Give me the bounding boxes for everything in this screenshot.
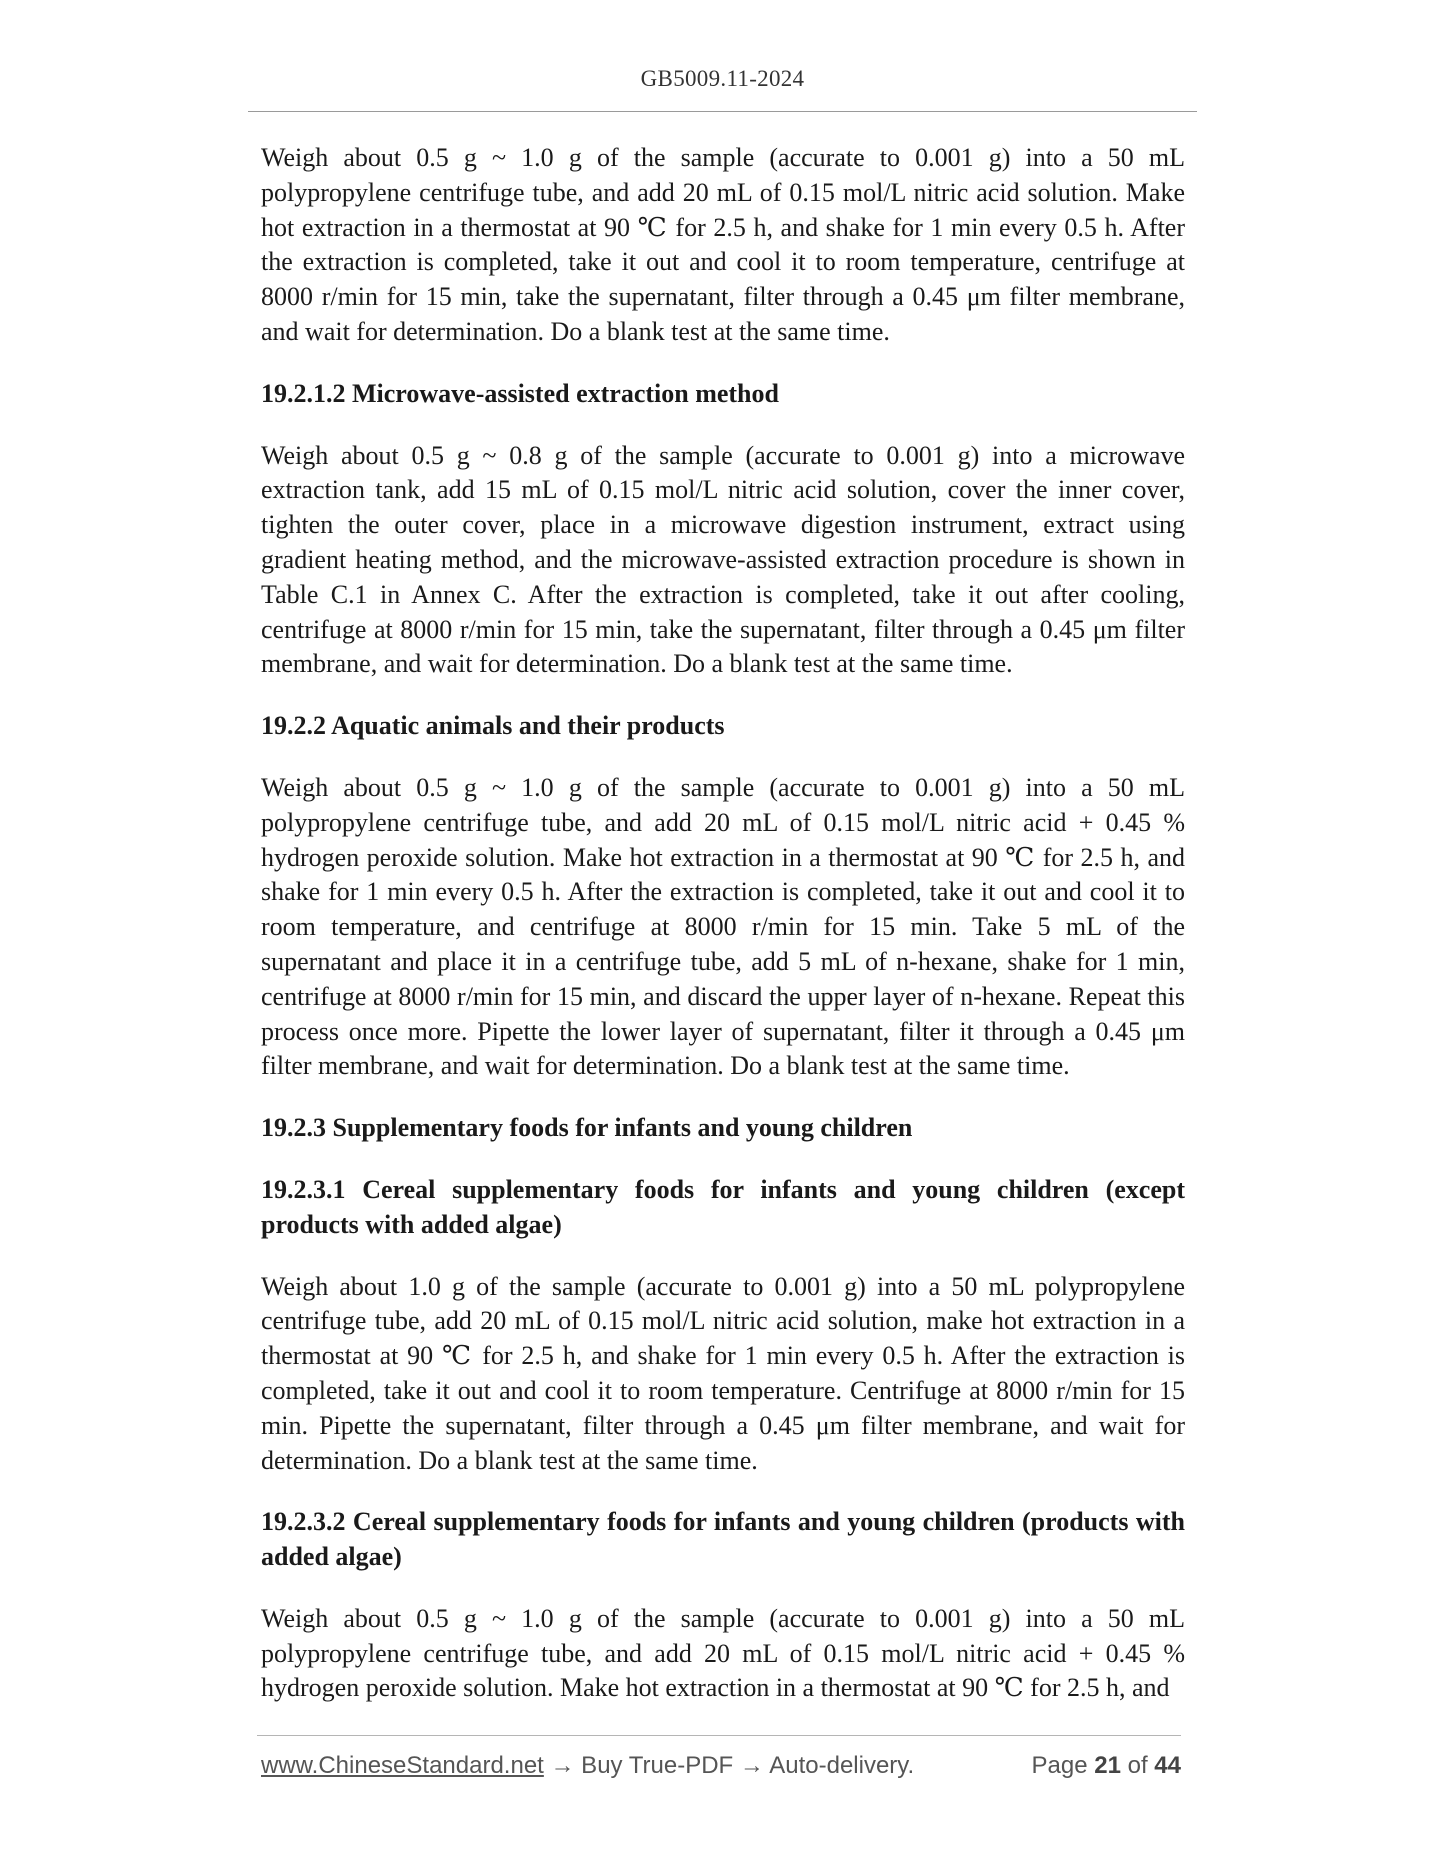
heading-19-2-1-2: 19.2.1.2 Microwave-assisted extraction method (261, 378, 779, 408)
paragraph-cereal-no-algae: Weigh about 1.0 g of the sample (accurate to 0.001 g) into a 50 mL polypropylene centrifuge tube, add 20 mL of 0.15 mol/L nitric acid solution, make hot extraction in a thermostat at 90 ℃ for 2.5 h, and shake for 1 min every 0.5 h. After the extraction is completed, take it out and cool it to room temperature. Centrifuge at 8000 r/min for 15 min. Pipette the supernatant, filter through a 0.45 μm filter membrane, and wait for determination. Do a blank test at the same time. (261, 1271, 1185, 1475)
footer-promo-text: → Buy True-PDF → Auto-delivery. (543, 1752, 915, 1779)
heading-19-2-3-2: 19.2.3.2 Cereal supplementary foods for infants and young children (products with added algae) (261, 1507, 1185, 1572)
heading-19-2-3-1: 19.2.3.1 Cereal supplementary foods for infants and young children (except products with added algae) (261, 1174, 1185, 1239)
heading-19-2-2: 19.2.2 Aquatic animals and their products (261, 711, 725, 741)
page-current: 21 (1094, 1752, 1121, 1779)
document-header: GB5009.11-2024 (640, 66, 805, 91)
paragraph-hot-extraction: Weigh about 0.5 g ~ 1.0 g of the sample (accurate to 0.001 g) into a 50 mL polypropylene centrifuge tube, and add 20 mL of 0.15 mol/L nitric acid solution. Make hot extraction in a thermostat at 90 ℃ for 2.5 h, and shake for 1 min every 0.5 h. After the extraction is completed, take it out and cool it to room temperature, centrifuge at 8000 r/min for 15 min, take the supernatant, filter through a 0.45 μm filter membrane, and wait for determination. Do a blank test at the same time. (261, 143, 1185, 346)
chinesestandard-link[interactable]: www.ChineseStandard.net (261, 1752, 544, 1779)
page-indicator (1032, 1752, 1182, 1780)
heading-19-2-3: 19.2.3 Supplementary foods for infants and young children (261, 1113, 913, 1143)
footer-divider (257, 1735, 1181, 1736)
page-footer (261, 1752, 1181, 1780)
paragraph-microwave-extraction: Weigh about 0.5 g ~ 0.8 g of the sample (accurate to 0.001 g) into a microwave extraction tank, add 15 mL of 0.15 mol/L nitric acid solution, cover the inner cover, tighten the outer cover, place in a microwave digestion instrument, extract using gradient heating method, and the microwave-assisted extraction procedure is shown in Table C.1 in Annex C. After the extraction is completed, take it out after cooling, centrifuge at 8000 r/min for 15 min, take the supernatant, filter through a 0.45 μm filter membrane, and wait for determination. Do a blank test at the same time. (261, 440, 1185, 679)
header-divider (248, 111, 1197, 112)
paragraph-cereal-with-algae: Weigh about 0.5 g ~ 1.0 g of the sample (accurate to 0.001 g) into a 50 mL polypropylene centrifuge tube, and add 20 mL of 0.15 mol/L nitric acid + 0.45 % hydrogen peroxide solution. Make hot extraction in a thermostat at 90 ℃ for 2.5 h, and (261, 1603, 1185, 1703)
page-total: 44 (1154, 1752, 1181, 1779)
page-label: Page (1031, 1752, 1088, 1779)
page-content (261, 141, 1185, 1733)
page-of: of (1127, 1752, 1148, 1779)
paragraph-aquatic-animals: Weigh about 0.5 g ~ 1.0 g of the sample (accurate to 0.001 g) into a 50 mL polypropylene centrifuge tube, and add 20 mL of 0.15 mol/L nitric acid + 0.45 % hydrogen peroxide solution. Make hot extraction in a thermostat at 90 ℃ for 2.5 h, and shake for 1 min every 0.5 h. After the extraction is completed, take it out and cool it to room temperature, and centrifuge at 8000 r/min for 15 min. Take 5 mL of the supernatant and place it in a centrifuge tube, add 5 mL of n-hexane, shake for 1 min, centrifuge at 8000 r/min for 15 min, and discard the upper layer of n-hexane. Repeat this process once more. Pipette the lower layer of supernatant, filter it through a 0.45 μm filter membrane, and wait for determination. Do a blank test at the same time. (261, 772, 1185, 1081)
